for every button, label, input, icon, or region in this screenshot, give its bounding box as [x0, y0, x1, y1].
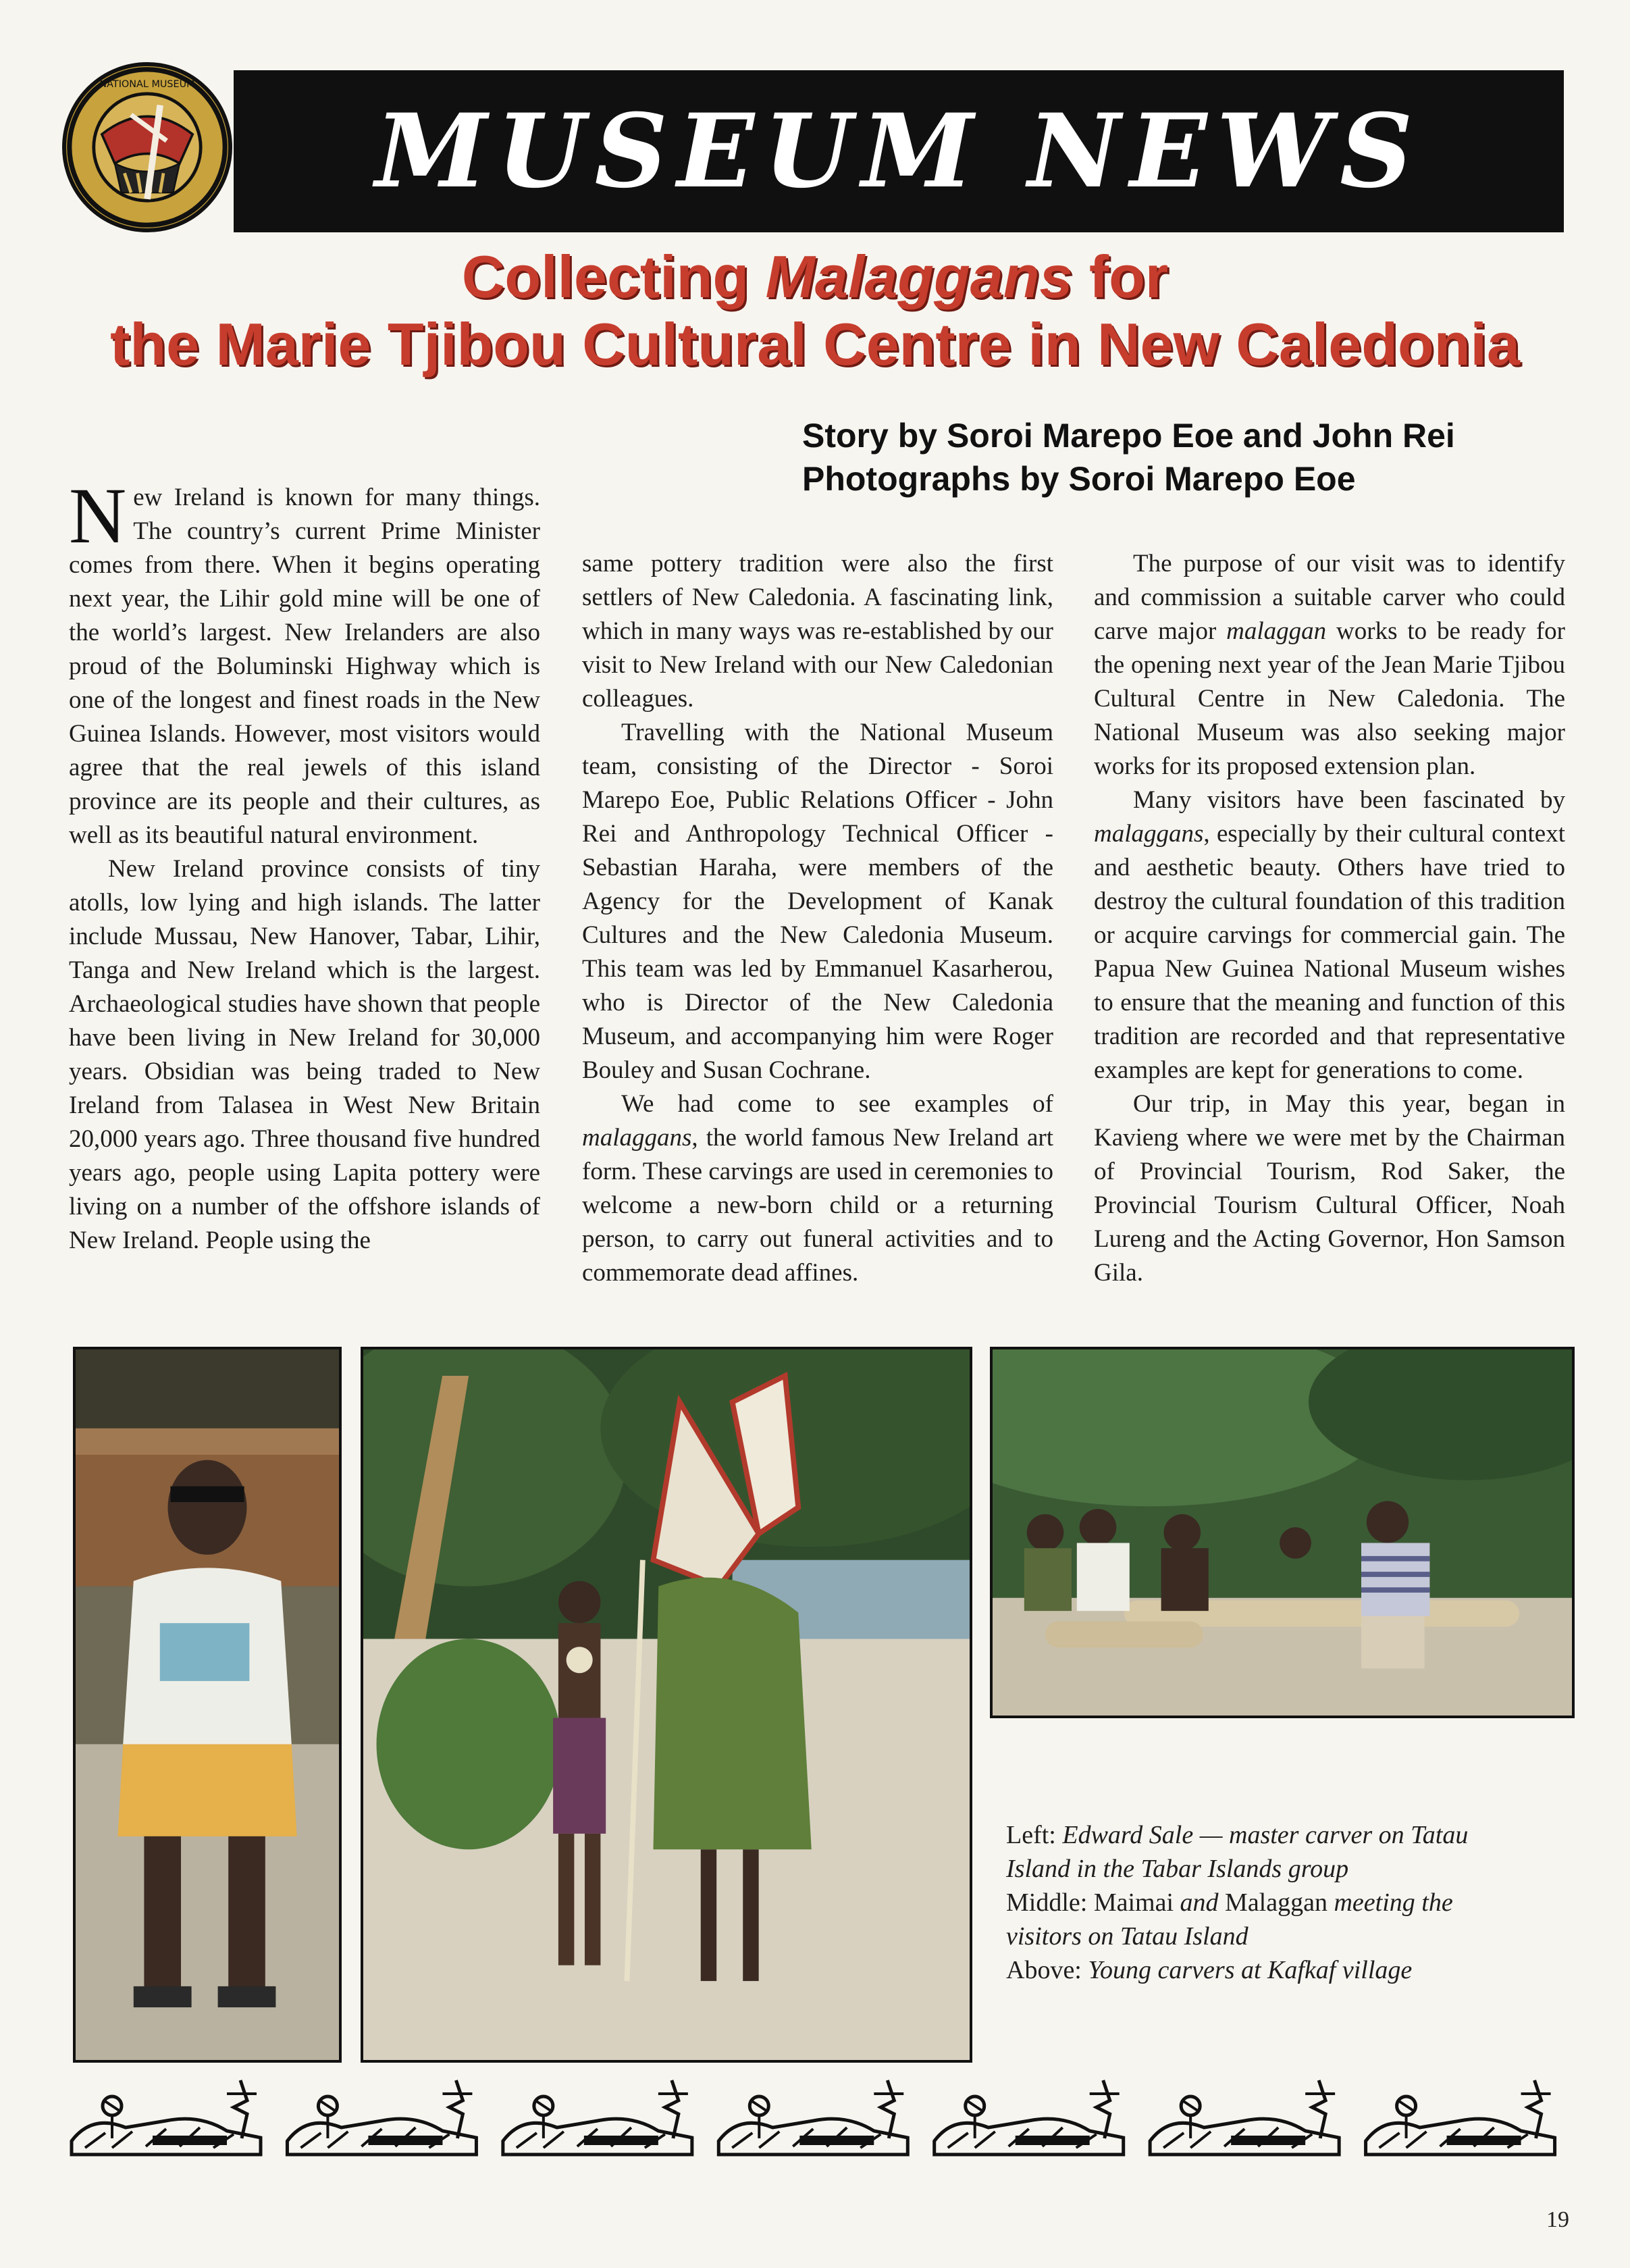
- caption-line: [1006, 1852, 1560, 1886]
- caption-line: [1006, 1886, 1560, 1919]
- young-carvers-group-photo: [990, 1347, 1575, 1718]
- caption-label: Above:: [1006, 1956, 1088, 1984]
- article-column-2: [582, 547, 1053, 1290]
- article-paragraph: [582, 1087, 1053, 1290]
- paragraph-text: The purpose of our visit was to identify and commission a suitable carver who could carve major: [1094, 550, 1565, 645]
- photo-byline: Photographs by Soroi Marepo Eoe: [802, 460, 1356, 498]
- photo-caption: [1006, 1818, 1560, 1987]
- paragraph-text: We had come to see examples of: [621, 1090, 1053, 1118]
- svg-text:NATIONAL MUSEUM: NATIONAL MUSEUM: [99, 79, 195, 91]
- article-paragraph: same pottery tradition were also the first settlers of New Caledonia. A fascinating link, which in many ways was re-established by our visit to New Ireland with our New Caledonian colleagues.: [582, 550, 1053, 713]
- article-paragraph: [69, 471, 540, 852]
- page-number: 19: [1546, 2207, 1569, 2232]
- paragraph-text: Many visitors have been fascinated by: [1133, 786, 1565, 814]
- caption-text: Young carvers at Kafkaf village: [1088, 1956, 1413, 1984]
- caption-label: Middle:: [1006, 1888, 1094, 1917]
- frieze-carving-icon: [1366, 2080, 1555, 2155]
- caption-text: Maimai: [1093, 1888, 1180, 1917]
- masthead-title: MUSEUM NEWS: [375, 92, 1423, 211]
- paragraph-emphasis: malaggans: [1094, 820, 1204, 848]
- malaggan-carving-frieze-icon: [65, 2073, 1575, 2165]
- caption-line: [1006, 1919, 1560, 1953]
- headline-line-1-part-1: Collecting: [461, 243, 766, 310]
- headline-line-2: the Marie Tjibou Cultural Centre in New Caledonia: [110, 311, 1520, 378]
- paragraph-emphasis: malaggans: [582, 1124, 692, 1152]
- caption-text: meeting the: [1334, 1888, 1453, 1917]
- caption-line: [1006, 1818, 1560, 1852]
- paragraph-text: works to be ready for the opening next year of the Jean Marie Tjibou Cultural Centre in New Caledonia. The National Museum was also seeking major works for its proposed extension plan.: [1094, 617, 1565, 780]
- paragraph-text: ew Ireland is known for many things. The country’s current Prime Minister comes from there. When it begins operating next year, the Lihir gold mine will be one of the world’s largest. New Irelanders are also proud of the Boluminski Highway which is one of the longest and finest roads in the New Guinea Islands. However, most visitors would agree that the real jewels of this island province are its people and their cultures, as well as its beautiful natural environment.: [69, 484, 540, 849]
- frieze-carving-icon: [503, 2080, 692, 2155]
- caption-text: and: [1180, 1888, 1226, 1917]
- frieze-carving-icon: [287, 2080, 476, 2155]
- frieze-carving-icon: [718, 2080, 908, 2155]
- caption-text: Edward Sale — master carver on Tatau: [1062, 1821, 1469, 1849]
- headline-line-1-part-2: for: [1072, 243, 1169, 310]
- article-paragraph: Our trip, in May this year, began in Kavieng where we were met by the Chairman of Provincial Tourism, Rod Saker, the Provincial Tourism Cultural Officer, Noah Lureng and the Acting Governor, Hon Samson Gila.: [1094, 1090, 1565, 1287]
- article-column-3: [1094, 547, 1565, 1290]
- article-paragraph: [1094, 547, 1565, 783]
- caption-line: [1006, 1953, 1560, 1987]
- story-byline: Story by Soroi Marepo Eoe and John Rei: [802, 417, 1455, 455]
- papua-new-guinea-national-museum-logo-icon: [62, 62, 232, 232]
- frieze-carving-icon: [72, 2080, 261, 2155]
- maimai-and-malaggan-dancers-photo: [361, 1347, 972, 2063]
- frieze-carving-icon: [935, 2080, 1124, 2155]
- article-paragraph: New Ireland province consists of tiny atolls, low lying and high islands. The latter include Mussau, New Hanover, Tabar, Lihir, Tanga and New Ireland which is the largest. Archaeological studies have shown that people have been living in New Ireland for 30,000 years. Obsidian was being traded to New Ireland from Talasea in West New Britain 20,000 years ago. Three thousand five hundred years ago, people using Lapita pottery were living on a number of the offshore islands of New Ireland. People using the: [69, 855, 540, 1254]
- caption-label: Left:: [1006, 1821, 1063, 1849]
- article-column-1: [69, 471, 540, 1258]
- drop-cap: N: [69, 471, 127, 560]
- frieze-carving-icon: [1150, 2080, 1339, 2155]
- headline-emphasis: Malaggans: [765, 243, 1073, 310]
- article-paragraph: [1094, 783, 1565, 1087]
- master-carver-portrait-photo: [73, 1347, 342, 2063]
- caption-text: visitors on Tatau Island: [1006, 1922, 1248, 1951]
- paragraph-text: , especially by their cultural context and aesthetic beauty. Others have tried to destroy the cultural foundation of this tradition or acquire carvings for commercial gain. The Papua New Guinea National Museum wishes to ensure that the meaning and function of this tradition are recorded and that representative examples are kept for generations to come.: [1094, 820, 1565, 1084]
- paragraph-emphasis: malaggan: [1226, 617, 1327, 645]
- paragraph-text: , the world famous New Ireland art form. These carvings are used in ceremonies to welcome a new-born child or a returning person, to carry out funeral activities and to commemorate dead affines.: [582, 1124, 1053, 1287]
- masthead-bar: [234, 70, 1564, 232]
- headline-line-1: [27, 243, 1603, 310]
- article-paragraph: Travelling with the National Museum team, consisting of the Director - Soroi Marepo Eoe, Public Relations Officer - John Rei and Anthropology Technical Officer - Sebastian Haraha, were members of the Agency for the Development of Kanak Cultures and the New Caledonia Museum. This team was led by Emmanuel Kasarherou, who is Director of the New Caledonia Museum, and accompanying him were Roger Bouley and Susan Cochrane.: [582, 719, 1053, 1084]
- caption-text: Island in the Tabar Islands group: [1006, 1855, 1349, 1883]
- caption-text: Malaggan: [1225, 1888, 1334, 1917]
